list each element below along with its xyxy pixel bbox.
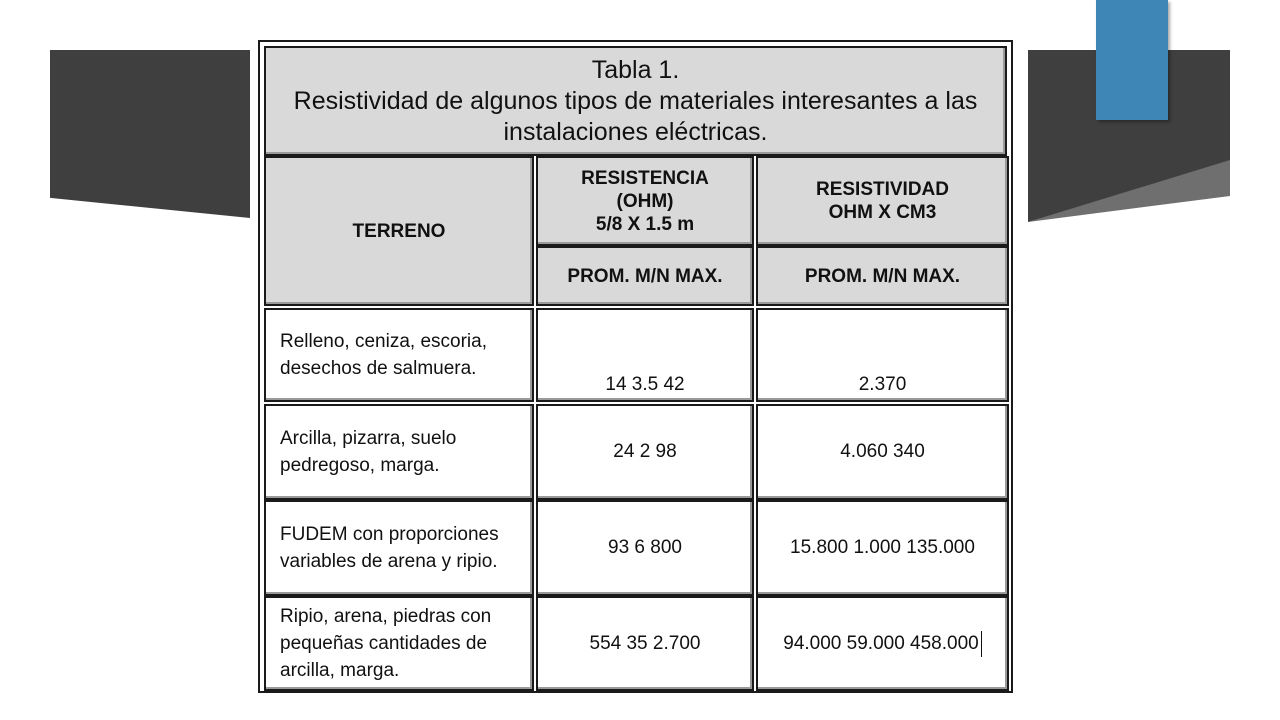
table-cell-resistividad[interactable] [756, 596, 1009, 691]
subheader-resistencia-label: PROM. M/N MAX. [567, 265, 723, 287]
header-resistividad-label: RESISTIVIDAD [815, 179, 950, 200]
terreno-text: pequeñas cantidades de [280, 633, 488, 654]
table-cell-resistencia [536, 500, 754, 596]
terreno-text: desechos de salmuera. [280, 358, 477, 379]
decorative-band-left [50, 50, 250, 218]
terreno-text: Ripio, arena, piedras con [280, 606, 492, 627]
header-resistencia [536, 156, 754, 246]
table-cell-resistencia [536, 308, 754, 402]
resistencia-value: 14 3.5 42 [605, 374, 685, 395]
subheader-resistividad [756, 246, 1009, 306]
table-row-terreno [264, 500, 534, 596]
resistividad-value: 4.060 340 [840, 441, 925, 462]
table-title-line: instalaciones eléctricas. [503, 117, 768, 146]
terreno-text: Relleno, ceniza, escoria, [280, 331, 487, 352]
text-cursor [981, 631, 982, 657]
resistencia-value: 24 2 98 [613, 441, 677, 462]
table-cell-resistividad [756, 500, 1009, 596]
table-title-line: Resistividad de algunos tipos de materiales interesantes a las [293, 86, 978, 115]
resistividad-value: 94.000 59.000 458.000 [783, 632, 979, 654]
subheader-resistencia [536, 246, 754, 306]
table-row-terreno [264, 596, 534, 691]
table-title [264, 46, 1007, 156]
resistencia-value: 93 6 800 [608, 537, 682, 558]
header-terreno-label: TERRENO [352, 220, 446, 242]
header-resistencia-size: 5/8 X 1.5 m [595, 213, 695, 235]
header-resistividad-unit: OHM X CM3 [828, 202, 937, 223]
terreno-text: pedregoso, marga. [280, 455, 440, 476]
subheader-resistividad-label: PROM. M/N MAX. [804, 265, 961, 287]
header-resistencia-unit: (OHM) [616, 190, 674, 212]
header-resistencia-label: RESISTENCIA [581, 167, 709, 189]
table-row-terreno [264, 308, 534, 402]
table-cell-resistividad [756, 404, 1009, 500]
terreno-text: variables de arena y ripio. [280, 551, 498, 572]
terreno-text: arcilla, marga. [280, 660, 400, 681]
decorative-blue-tab [1096, 0, 1168, 120]
resistencia-value: 554 35 2.700 [589, 632, 701, 654]
table-cell-resistencia [536, 404, 754, 500]
table-cell-resistividad [756, 308, 1009, 402]
resistivity-table [258, 40, 1013, 693]
terreno-text: FUDEM con proporciones [280, 524, 499, 545]
resistividad-value: 2.370 [858, 374, 907, 395]
table-title-number: Tabla 1. [591, 55, 680, 84]
terreno-text: Arcilla, pizarra, suelo [280, 428, 457, 449]
table-row-terreno [264, 404, 534, 500]
header-terreno [264, 156, 534, 306]
resistividad-value: 15.800 1.000 135.000 [790, 537, 975, 558]
header-resistividad [756, 156, 1009, 246]
table-cell-resistencia [536, 596, 754, 691]
